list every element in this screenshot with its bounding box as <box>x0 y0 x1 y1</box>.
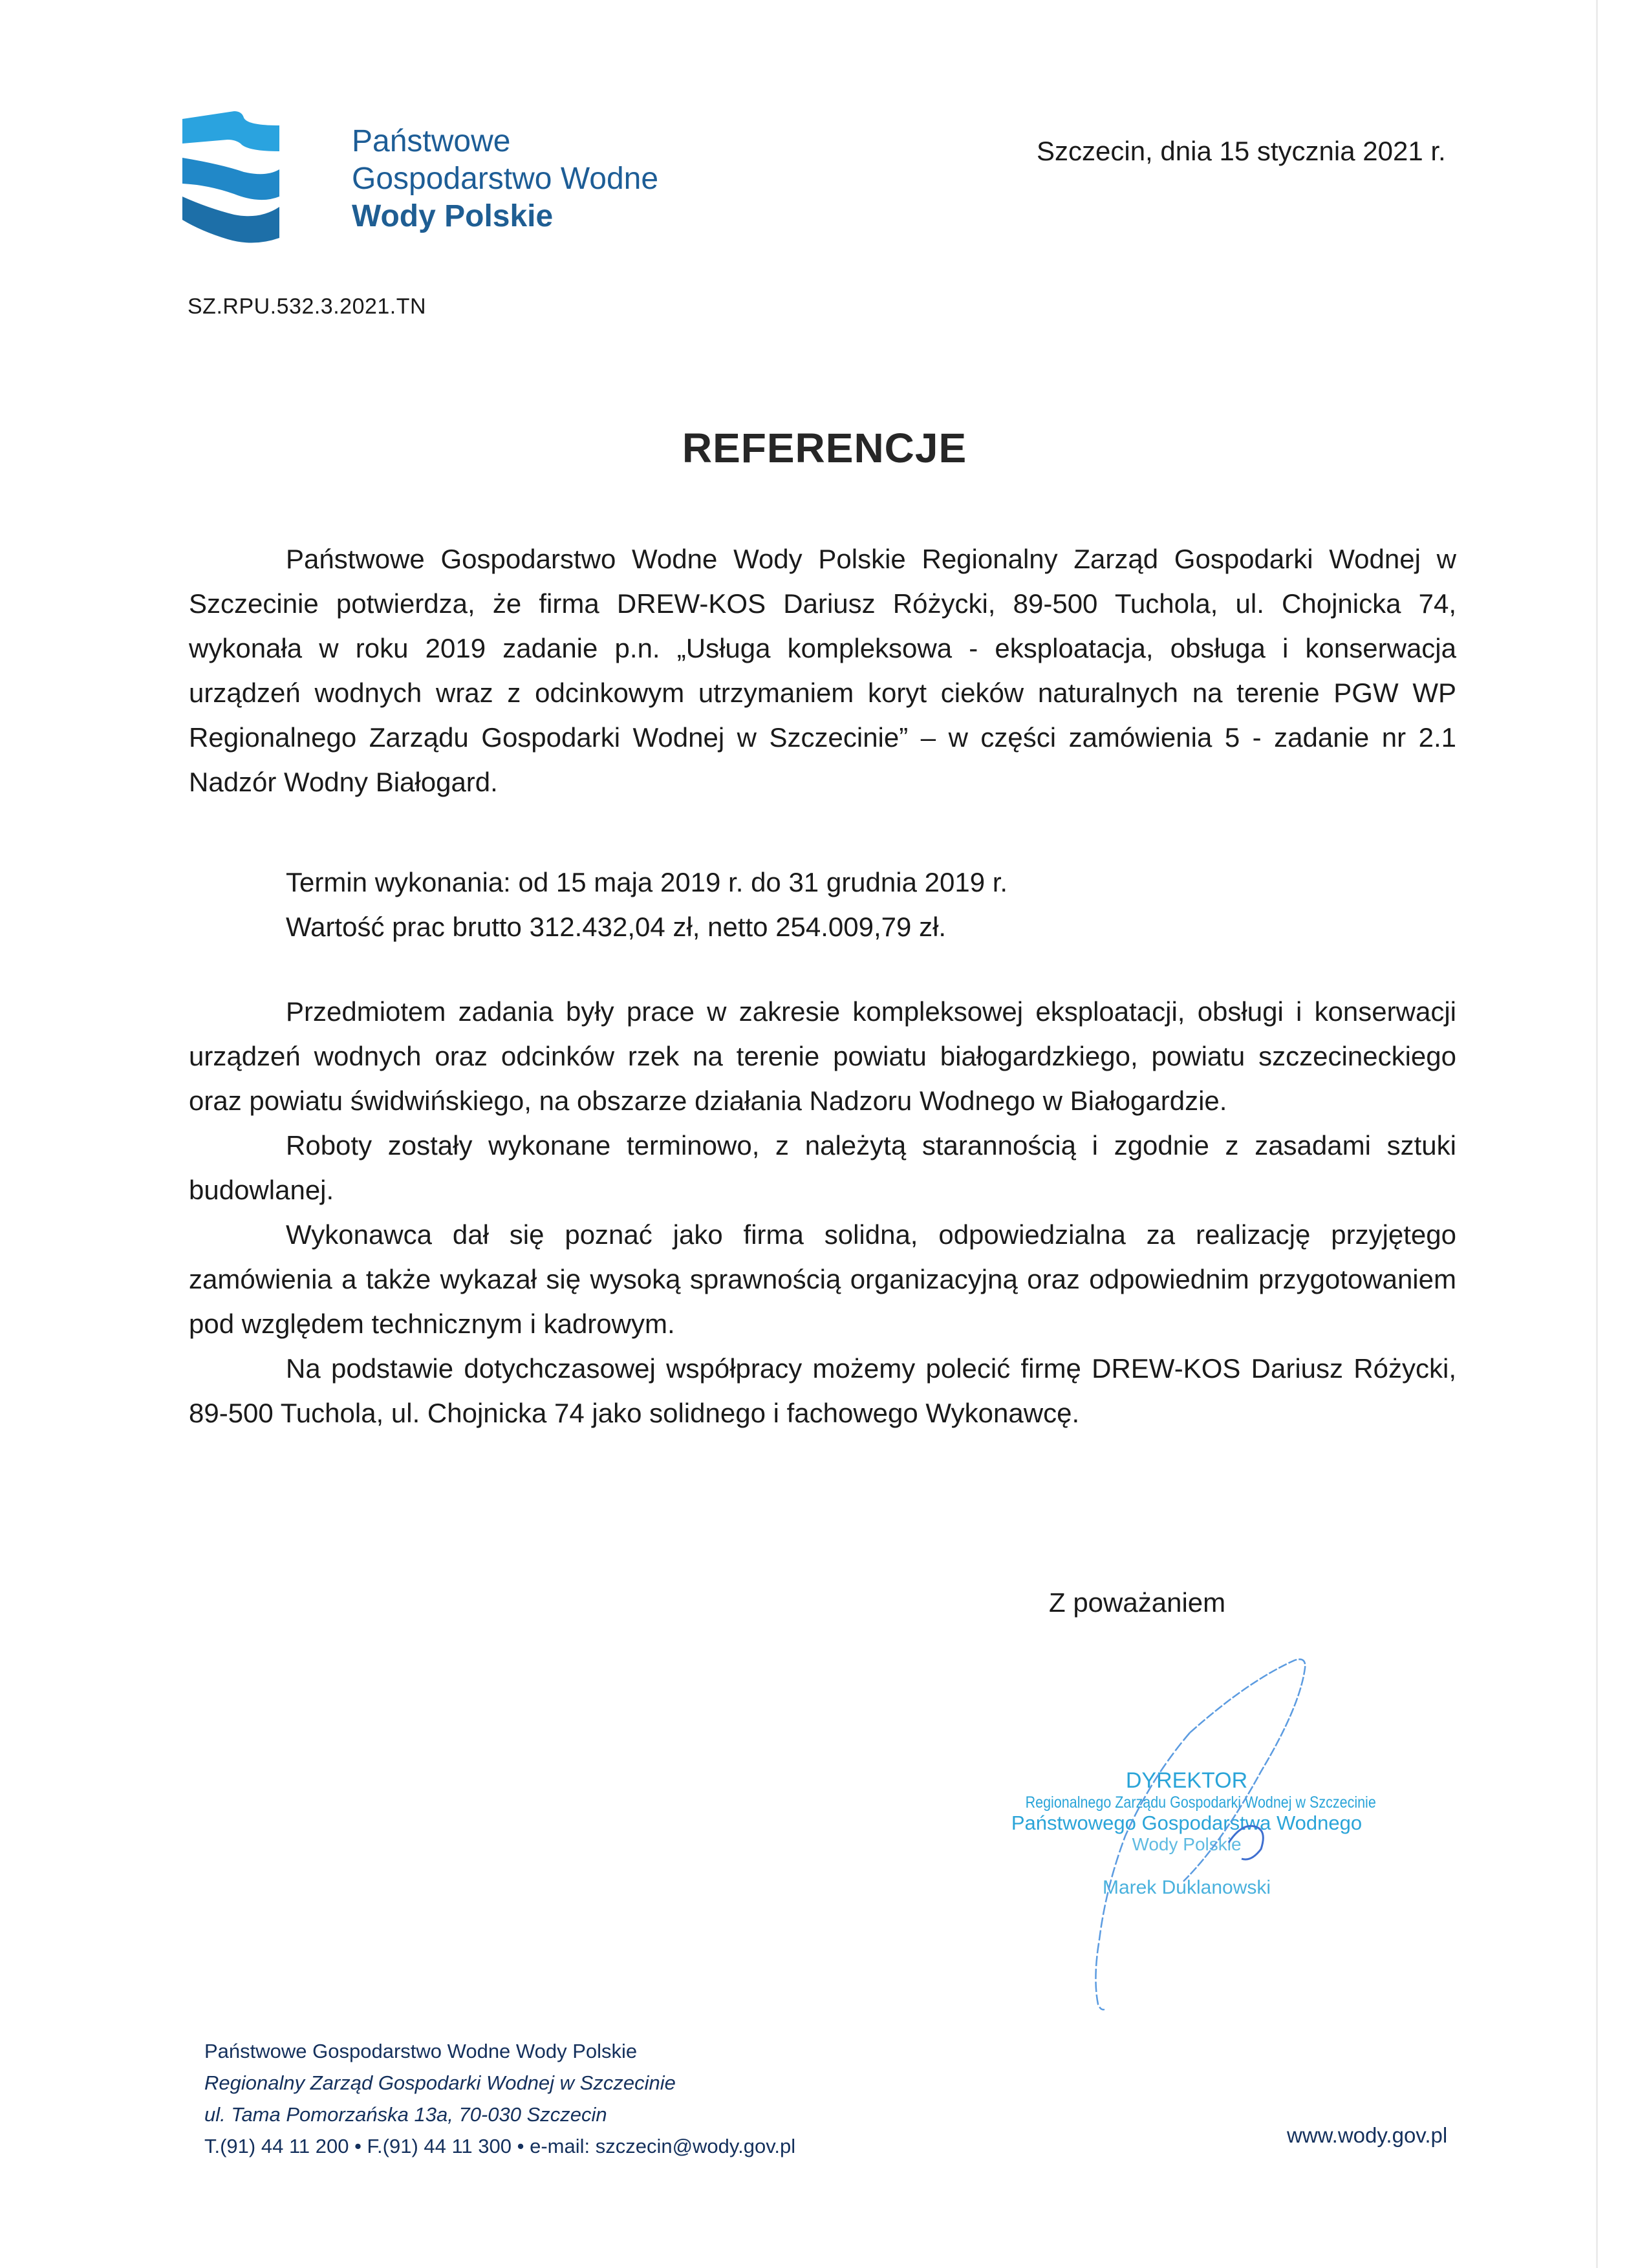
logo-line-1: Państwowe <box>352 124 511 158</box>
paragraph-recommend: Na podstawie dotychczasowej współpracy możemy polecić firmę DREW-KOS Dariusz Różycki, 89-500 Tuchola, ul. Chojnicka 74 jako solidnego i fachowego Wykonawcę. <box>189 1353 1456 1428</box>
water-waves-shield-icon <box>182 111 279 247</box>
stamp-line-3: Wody Polskie <box>1132 1834 1242 1854</box>
footer-region: Regionalny Zarząd Gospodarki Wodnej w Szczecinie <box>204 2071 676 2094</box>
footer-address: ul. Tama Pomorzańska 13a, 70-030 Szczecin <box>204 2103 607 2126</box>
document-title: REFERENCJE <box>682 425 967 471</box>
stamp-line-2: Państwowego Gospodarstwa Wodnego <box>1011 1812 1363 1834</box>
footer-phone-email: T.(91) 44 11 200 • F.(91) 44 11 300 • e-mail: szczecin@wody.gov.pl <box>204 2135 796 2157</box>
paragraph-scope: Przedmiotem zadania były prace w zakresie kompleksowej eksploatacji, obsługi i konserwacji urządzeń wodnych oraz odcinków rzek na terenie powiatu białogardzkiego, powiatu szczecineckiego oraz powiatu świdwińskiego, na obszarze działania Nadzoru Wodnego w Białogardzie. <box>189 996 1456 1116</box>
paragraph-intro: Państwowe Gospodarstwo Wodne Wody Polskie Regionalny Zarząd Gospodarki Wodnej w Szczecinie potwierdza, że firma DREW-KOS Dariusz Różycki, 89-500 Tuchola, ul. Chojnicka 74, wykonała w roku 2019 zadanie p.n. „Usługa kompleksowa - eksploatacja, obsługa i konserwacja urządzeń wodnych wraz z odcinkowym utrzymaniem koryt cieków naturalnych na terenie PGW WP Regionalnego Zarządu Gospodarki Wodnej w Szczecinie” – w części zamówienia 5 - zadanie nr 2.1 Nadzór Wodny Białogard. <box>189 544 1456 797</box>
place-and-date: Szczecin, dnia 15 stycznia 2021 r. <box>1037 136 1446 166</box>
paragraph-quality: Roboty zostały wykonane terminowo, z należytą starannością i zgodnie z zasadami sztuki budowlanej. <box>189 1130 1456 1205</box>
footer-contact <box>204 2035 795 2162</box>
footer-org: Państwowe Gospodarstwo Wodne Wody Polskie <box>204 2040 638 2062</box>
logo-line-3: Wody Polskie <box>352 199 554 233</box>
term-line: Termin wykonania: od 15 maja 2019 r. do 31 grudnia 2019 r. <box>286 867 1008 897</box>
footer-website-link[interactable]: www.wody.gov.pl <box>1287 2123 1448 2147</box>
paragraph-contractor: Wykonawca dał się poznać jako firma solidna, odpowiedzialna za realizację przyjętego zamówienia a także wykazał się wysoką sprawnością organizacyjną oraz odpowiednim przygotowaniem pod względem technicznym i kadrowym. <box>189 1219 1456 1339</box>
intro-section <box>189 537 1456 804</box>
value-line: Wartość prac brutto 312.432,04 zł, netto 254.009,79 zł. <box>286 912 947 942</box>
reference-number: SZ.RPU.532.3.2021.TN <box>188 294 427 319</box>
scan-edge-line <box>1596 0 1598 2268</box>
closing-salutation: Z poważaniem <box>1049 1587 1226 1618</box>
logo-line-2: Gospodarstwo Wodne <box>352 162 659 196</box>
stamp-role: DYREKTOR <box>1125 1768 1248 1793</box>
stamp-line-1: Regionalnego Zarządu Gospodarki Wodnej w Szczecinie <box>1025 1793 1376 1812</box>
stamp-name: Marek Duklanowski <box>1102 1877 1271 1898</box>
details-section <box>189 989 1456 1435</box>
organization-logo <box>182 111 674 253</box>
handwritten-signature-icon <box>996 1603 1376 2017</box>
terms-section <box>286 860 1008 949</box>
